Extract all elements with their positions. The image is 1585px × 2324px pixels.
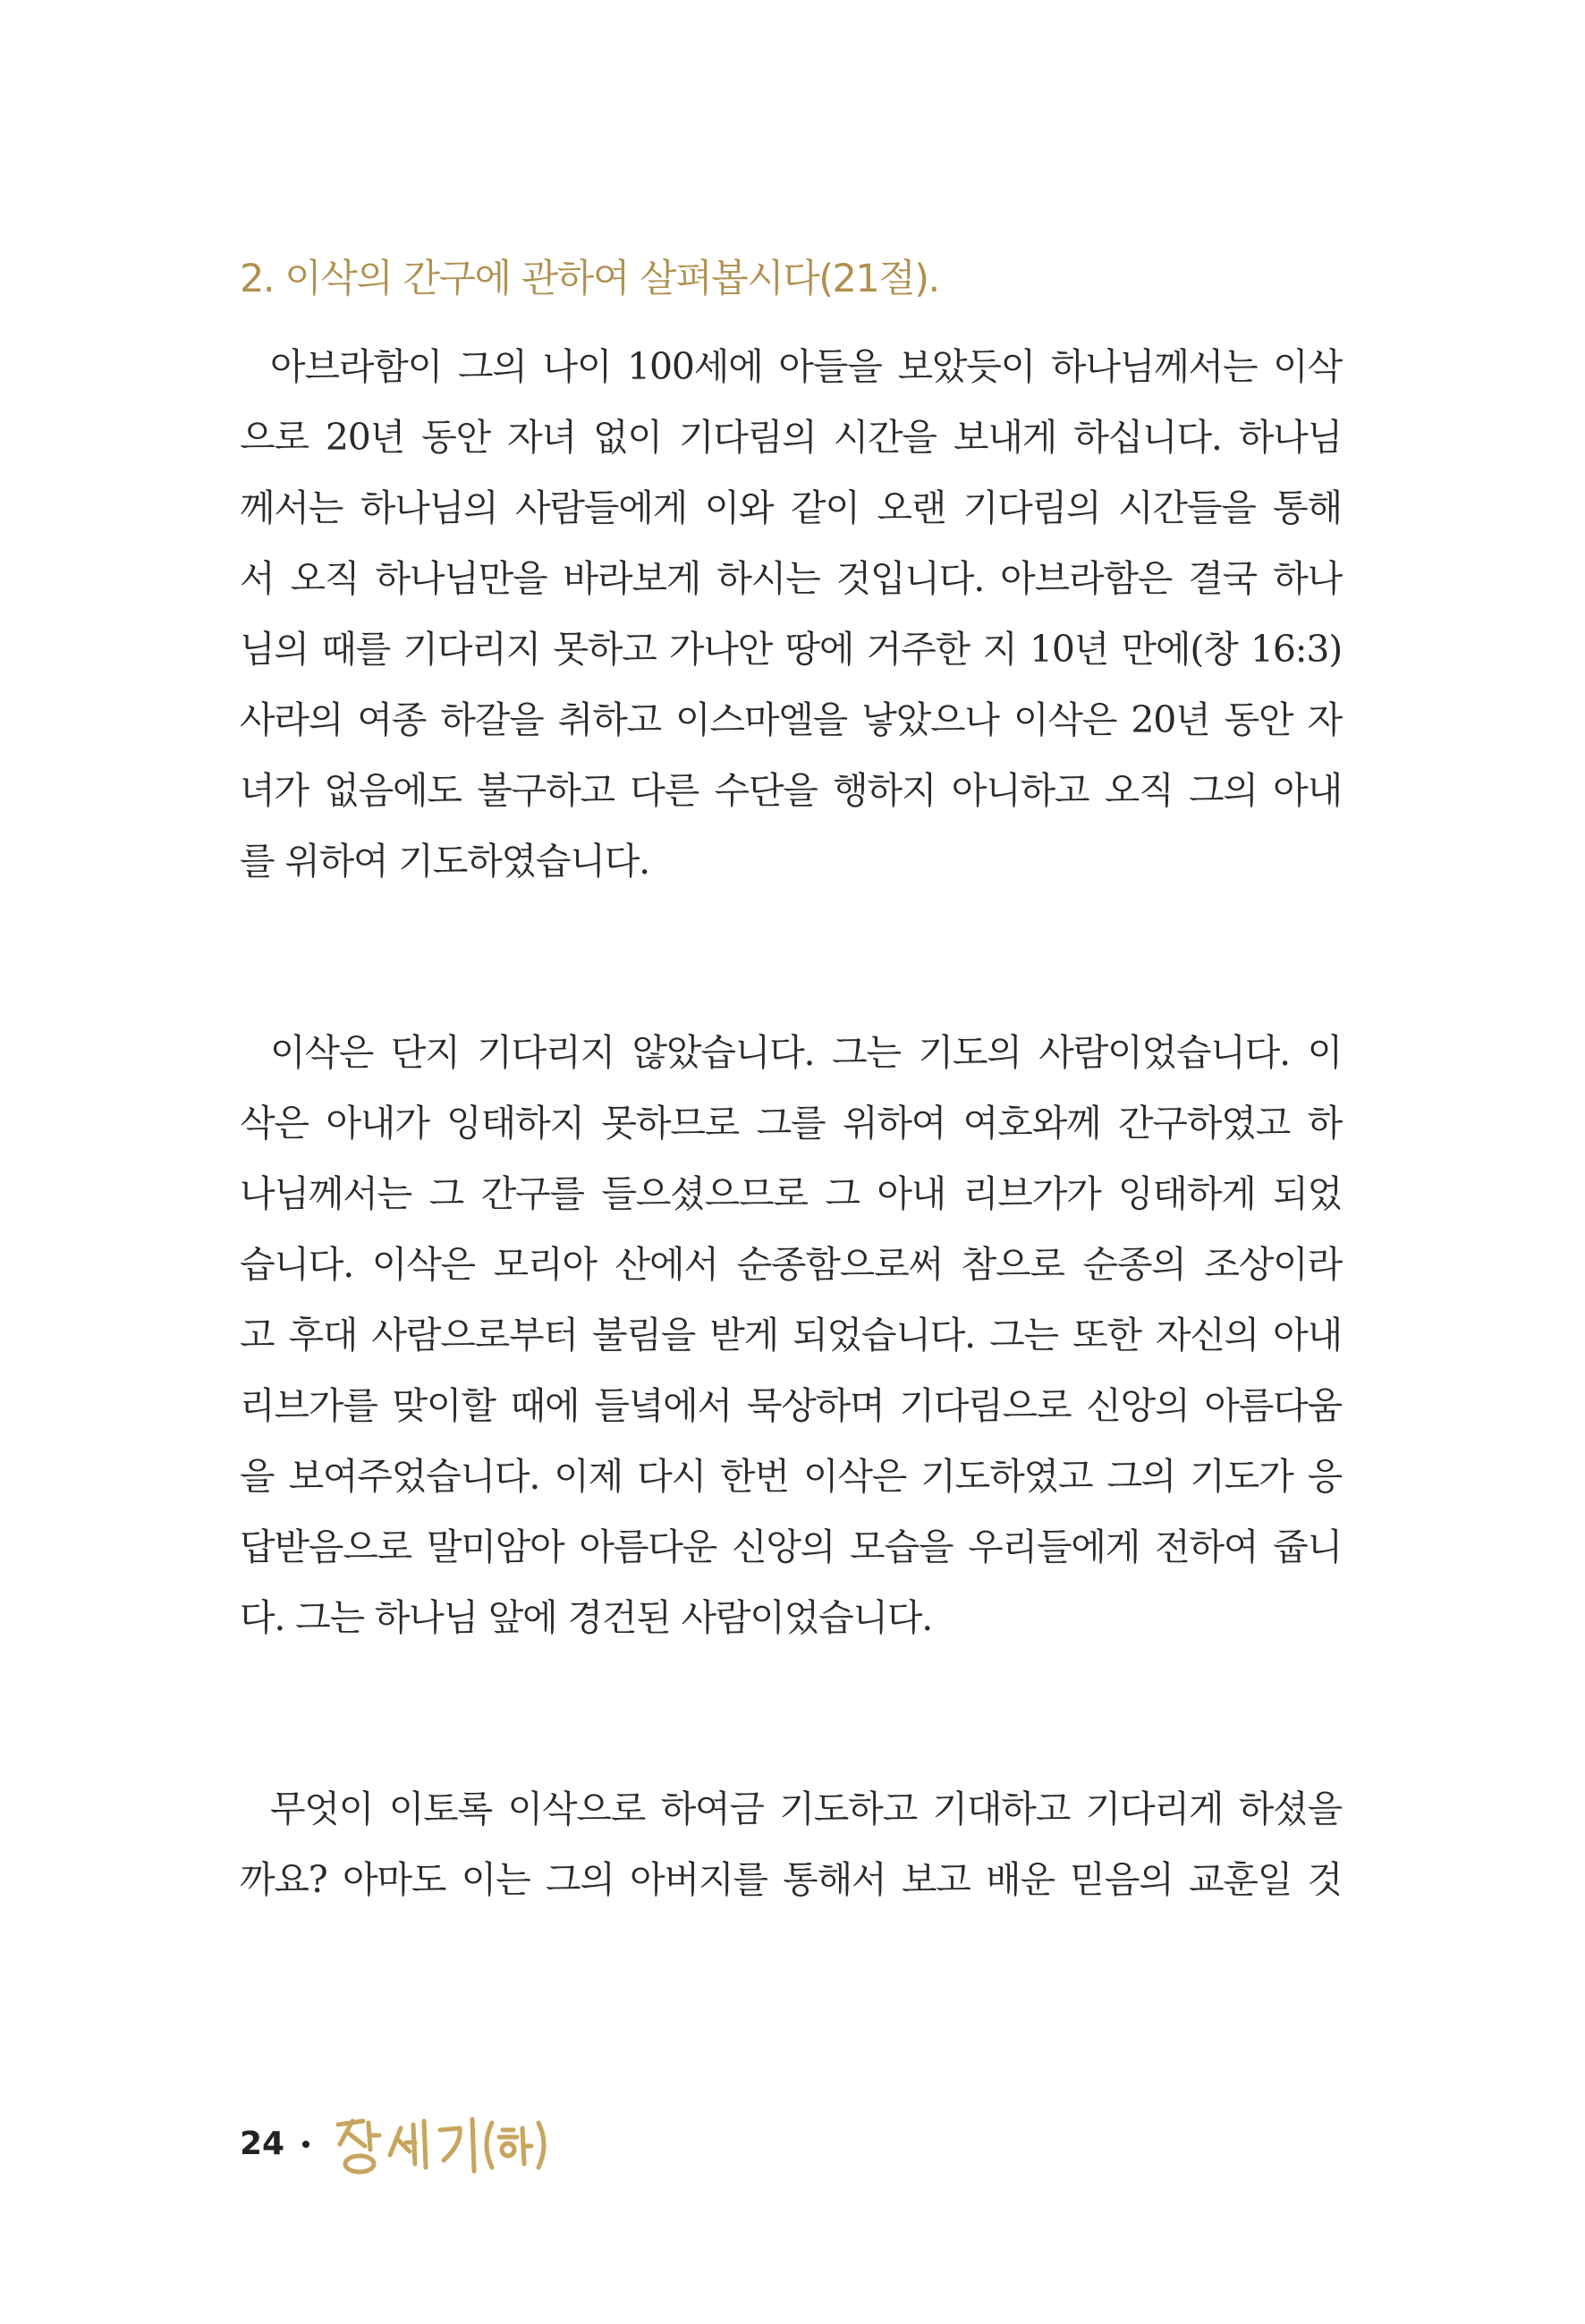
paragraph-2-line-3: 나님께서는 그 간구를 들으셨으므로 그 아내 리브가가 잉태하게 되었 [240, 1172, 1342, 1215]
book-title-logo [329, 2109, 553, 2180]
paragraph-1-line-1: 아브라함이 그의 나이 100세에 아들을 보았듯이 하나님께서는 이삭 [270, 345, 1342, 388]
bullet-separator-icon [302, 2141, 309, 2148]
paragraph-2-line-2: 삭은 아내가 잉태하지 못하므로 그를 위하여 여호와께 간구하였고 하 [240, 1102, 1342, 1145]
paragraph-1-line-3: 께서는 하나님의 사람들에게 이와 같이 오랜 기다림의 시간들을 통해 [240, 486, 1342, 529]
paragraph-1-line-6: 사라의 여종 하갈을 취하고 이스마엘을 낳았으나 이삭은 20년 동안 자 [240, 698, 1342, 741]
paragraph-2-line-7: 을 보여주었습니다. 이제 다시 한번 이삭은 기도하였고 그의 기도가 응 [240, 1455, 1342, 1498]
paragraph-2-line-6: 리브가를 맞이할 때에 들녘에서 묵상하며 기다림으로 신앙의 아름다움 [240, 1384, 1342, 1427]
page-footer [240, 2109, 553, 2180]
page-number: 24 [240, 2125, 285, 2162]
paragraph-3-line-2: 까요? 아마도 이는 그의 아버지를 통해서 보고 배운 믿음의 교훈일 것 [240, 1858, 1342, 1901]
paragraph-3-line-1: 무엇이 이토록 이삭으로 하여금 기도하고 기대하고 기다리게 하셨을 [270, 1787, 1342, 1830]
section-heading: 2. 이삭의 간구에 관하여 살펴봅시다(21절). [240, 257, 939, 301]
paragraph-1-line-5: 님의 때를 기다리지 못하고 가나안 땅에 거주한 지 10년 만에(창 16:3) [240, 628, 1342, 671]
paragraph-2-line-4: 습니다. 이삭은 모리아 산에서 순종함으로써 참으로 순종의 조상이라 [240, 1243, 1342, 1286]
paragraph-2-line-5: 고 후대 사람으로부터 불림을 받게 되었습니다. 그는 또한 자신의 아내 [240, 1314, 1342, 1356]
paragraph-2-line-8: 답받음으로 말미암아 아름다운 신앙의 모습을 우리들에게 전하여 줍니 [240, 1525, 1342, 1568]
paragraph-2-line-9: 다. 그는 하나님 앞에 경건된 사람이었습니다. [240, 1596, 933, 1639]
paragraph-1-line-2: 으로 20년 동안 자녀 없이 기다림의 시간을 보내게 하십니다. 하나님 [240, 416, 1342, 459]
paragraph-1-line-8: 를 위하여 기도하였습니다. [240, 840, 649, 883]
paragraph-1-line-7: 녀가 없음에도 불구하고 다른 수단을 행하지 아니하고 오직 그의 아내 [240, 769, 1342, 812]
paragraph-2-line-1: 이삭은 단지 기다리지 않았습니다. 그는 기도의 사람이었습니다. 이 [270, 1031, 1342, 1074]
paragraph-1-line-4: 서 오직 하나님만을 바라보게 하시는 것입니다. 아브라함은 결국 하나 [240, 557, 1342, 600]
